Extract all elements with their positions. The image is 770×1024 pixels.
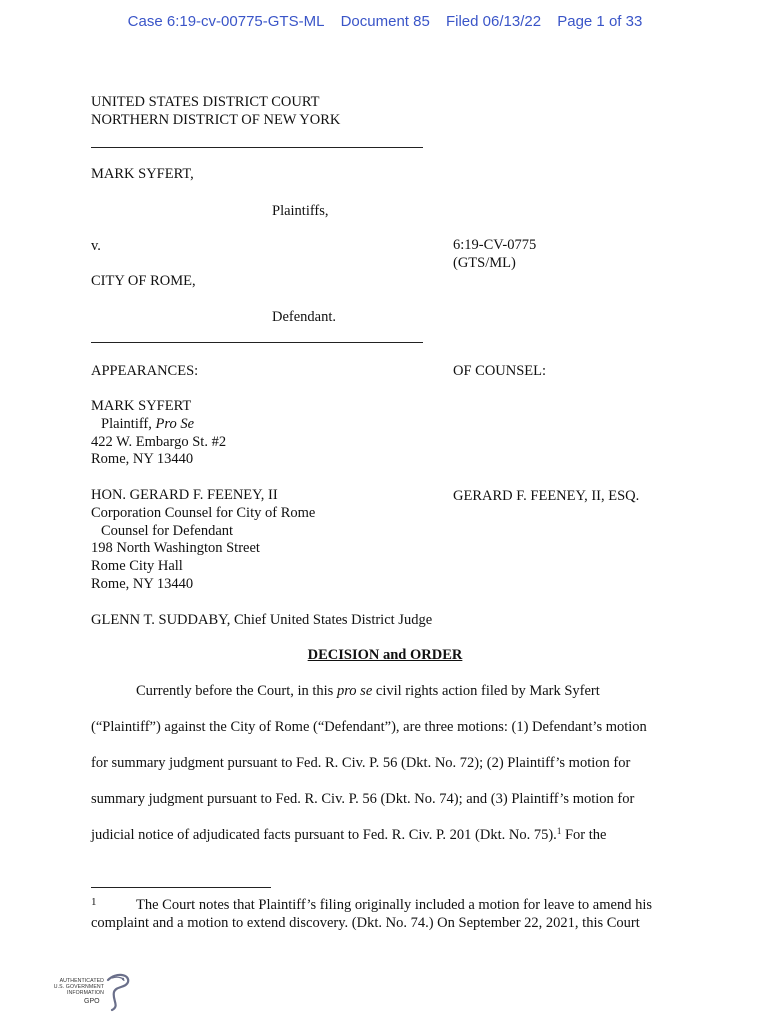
pro-se-body-italic: pro se [336, 683, 373, 699]
footnote-ref[interactable]: 1 [556, 826, 562, 836]
pro-se-italic: Pro Se [155, 415, 195, 432]
footnote-line2: complaint and a motion to extend discovery. (Dkt. No. 74.) On September 22, 2021, this Court [91, 915, 640, 931]
body-line-1: Currently before the Court, in this pro se civil rights action filed by Mark Syfert [136, 683, 600, 699]
header-document-number: Document 85 [340, 13, 430, 30]
plaintiff-address-line1: 422 W. Embargo St. #2 [91, 433, 227, 450]
court-name [91, 94, 340, 130]
of-counsel-heading: OF COUNSEL: [453, 363, 547, 379]
defendant-appearance-name: HON. GERARD F. FEENEY, II [91, 487, 278, 503]
versus: v. [91, 238, 101, 254]
judge-line: GLENN T. SUDDABY, Chief United States District Judge [91, 612, 433, 628]
plaintiff-appearance-name: MARK SYFERT [91, 398, 192, 414]
defendant-appearance-line6: Rome, NY 13440 [91, 575, 194, 592]
court-name-line2: NORTHERN DISTRICT OF NEW YORK [91, 111, 341, 128]
footnote-rule [91, 887, 271, 888]
defendant-appearance-line4: 198 North Washington Street [91, 540, 260, 557]
defendant-appearance-line3: Counsel for Defendant [101, 522, 234, 539]
caption-rule-bottom [91, 342, 423, 343]
gpo-seal-text: AUTHENTICATED U.S. GOVERNMENT INFORMATION [53, 978, 104, 996]
document-title: DECISION and ORDER [307, 647, 463, 663]
court-name-line1: UNITED STATES DISTRICT COURT [91, 94, 320, 110]
defendant-appearance-line5: Rome City Hall [91, 558, 183, 575]
defendant-appearance [91, 487, 315, 594]
body-line-3: for summary judgment pursuant to Fed. R. Civ. P. 56 (Dkt. No. 72); (2) Plaintiff’s motion for [91, 755, 631, 771]
gpo-label: GPO [84, 998, 100, 1005]
header-page-count: Page 1 of 33 [557, 13, 643, 30]
header-case-number: Case 6:19-cv-00775-GTS-ML [127, 13, 325, 30]
defendant-role: Defendant. [272, 309, 337, 325]
caption-rule-top [91, 147, 423, 148]
plaintiff-name: MARK SYFERT, [91, 166, 194, 182]
appearances-heading: APPEARANCES: [91, 363, 199, 379]
header-filed-date: Filed 06/13/22 [445, 13, 542, 30]
body-line-5: judicial notice of adjudicated facts pursuant to Fed. R. Civ. P. 201 (Dkt. No. 75).$^1$ For the [91, 826, 607, 843]
defendant-appearance-line2: Corporation Counsel for City of Rome [91, 504, 316, 521]
body-line-4: summary judgment pursuant to Fed. R. Civ. P. 56 (Dkt. No. 74); and (3) Plaintiff’s motion for [91, 791, 635, 807]
case-number-line2: (GTS/ML) [453, 254, 516, 271]
case-number [453, 237, 536, 273]
plaintiff-address-line2: Rome, NY 13440 [91, 451, 194, 468]
footnote-number: 1 [91, 896, 97, 908]
gpo-authentication-seal [44, 972, 134, 1018]
defendant-name: CITY OF ROME, [91, 273, 196, 289]
footnote-line1: The Court notes that Plaintiff’s filing originally included a motion for leave to amend his [136, 897, 652, 913]
body-line-2: (“Plaintiff”) against the City of Rome (“Defendant”), are three motions: (1) Defendant’s motion [91, 719, 647, 735]
plaintiff-role: Plaintiffs, [272, 203, 329, 219]
ecf-header [0, 13, 770, 30]
plaintiff-appearance [91, 398, 226, 469]
defendant-of-counsel: GERARD F. FEENEY, II, ESQ. [453, 488, 640, 504]
plaintiff-appearance-role: Plaintiff, Pro Se [101, 415, 195, 432]
gpo-eagle-icon [102, 972, 132, 1012]
case-number-line1: 6:19-CV-0775 [453, 237, 537, 253]
